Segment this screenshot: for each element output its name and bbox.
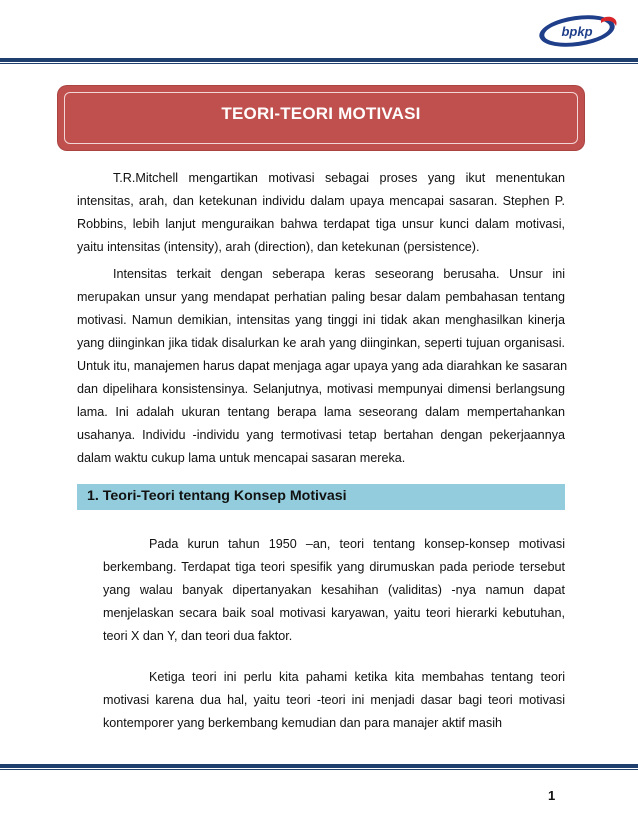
title-banner xyxy=(58,86,584,150)
intro-paragraph-1 xyxy=(77,167,565,259)
paragraph-line: intensitas, arah, dan ketekunan individu dalam upaya mencapai sasaran. Stephen P. xyxy=(77,194,565,208)
section-paragraph-2 xyxy=(103,666,565,735)
paragraph-line: dalam waktu cukup lama untuk mencapai sasaran mereka. xyxy=(77,451,406,465)
intro-paragraph-2 xyxy=(77,263,568,470)
paragraph-line: yang diinginkan jika tidak disalurkan ke arah yang diinginkan, seperti tujuan organisasi. xyxy=(77,336,565,350)
paragraph-line: teori X dan Y, dan teori dua faktor. xyxy=(103,629,293,643)
page-number: 1 xyxy=(548,788,556,803)
paragraph-line: merupakan unsur yang mendapat perhatian paling besar dalam pembahasan tentang xyxy=(77,290,565,304)
paragraph-line: Pada kurun tahun 1950 –an, teori tentang konsep-konsep motivasi xyxy=(149,537,565,551)
paragraph-line: motivasi karena dua hal, yaitu teori -teori ini menjadi dasar bagi teori motivasi xyxy=(103,693,565,707)
section-heading: 1. Teori-Teori tentang Konsep Motivasi xyxy=(87,488,347,504)
page-title: TEORI-TEORI MOTIVASI xyxy=(221,104,421,123)
paragraph-line: Ketiga teori ini perlu kita pahami ketika kita membahas tentang teori xyxy=(149,670,565,684)
paragraph-line: berkembang. Terdapat tiga teori spesifik yang dirumuskan pada periode tersebut xyxy=(103,560,565,574)
paragraph-line: Intensitas terkait dengan seberapa keras seseorang berusaha. Unsur ini xyxy=(113,267,565,281)
paragraph-line: Untuk itu, manajemen harus dapat menjaga agar upaya yang ada diarahkan ke sasaran xyxy=(77,359,568,373)
paragraph-line: dan dipelihara konsistensinya. Selanjutnya, motivasi mempunyai dimensi berlangsung xyxy=(77,382,565,396)
header-rule xyxy=(0,58,638,62)
paragraph-line: yaitu intensitas (intensity), arah (direction), dan ketekunan (persistence). xyxy=(77,240,480,254)
paragraph-line: yang walau banyak dipertanyakan kesahihan (validitas) -nya namun dapat xyxy=(103,583,565,597)
bpkp-logo xyxy=(537,10,623,50)
paragraph-line: kontemporer yang berkembang kemudian dan para manajer aktif masih xyxy=(103,716,503,730)
paragraph-line: motivasi. Namun demikian, intensitas yang tinggi ini tidak akan menghasilkan kinerja xyxy=(77,313,565,327)
paragraph-line: usahanya. Individu -individu yang termotivasi tetap bertahan dengan pekerjaannya xyxy=(77,428,565,442)
paragraph-line: T.R.Mitchell mengartikan motivasi sebagai proses yang ikut menentukan xyxy=(113,171,565,185)
paragraph-line: lama. Ini adalah ukuran tentang berapa lama seseorang dalam mempertahankan xyxy=(77,405,565,419)
section-paragraph-1 xyxy=(103,533,565,648)
section-heading-bar xyxy=(77,484,565,510)
logo-wordmark: bpkp xyxy=(561,24,593,39)
paragraph-line: menjelaskan secara baik soal motivasi karyawan, yaitu teori hierarki kebutuhan, xyxy=(103,606,565,620)
footer-rule xyxy=(0,764,638,768)
paragraph-line: Robbins, lebih lanjut menguraikan bahwa terdapat tiga unsur kunci dalam motivasi, xyxy=(77,217,565,231)
